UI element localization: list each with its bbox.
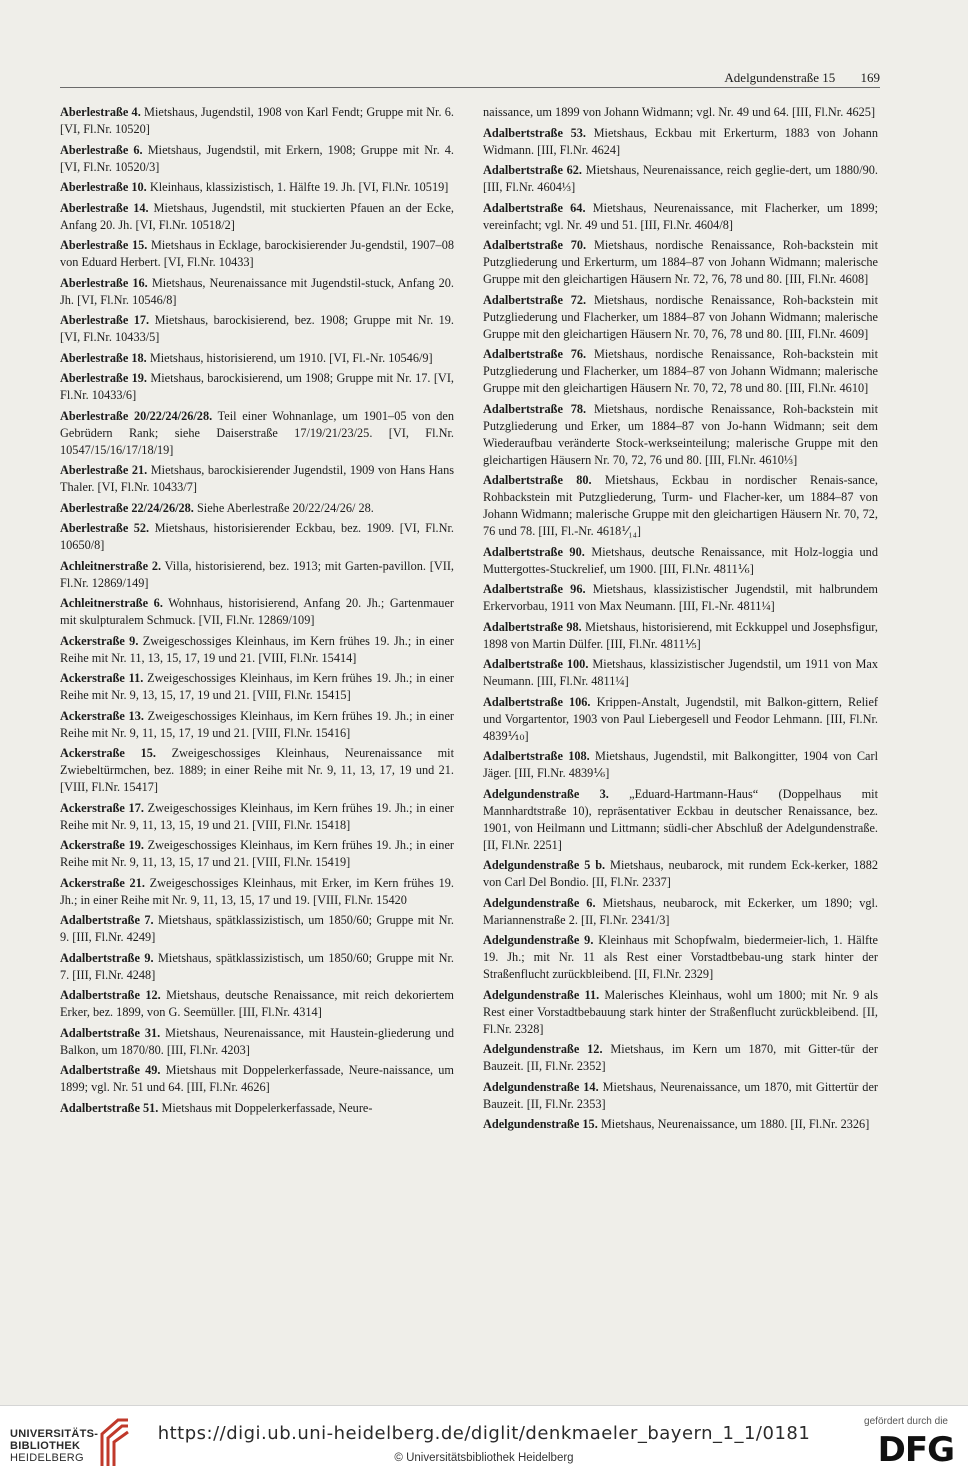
register-entry (60, 370, 454, 404)
viewer-footer (0, 1405, 968, 1476)
entry-street: Adelgundenstraße 3. (483, 786, 609, 801)
entry-street: Aberlestraße 4. (60, 105, 141, 119)
register-entry (483, 987, 878, 1038)
entry-text: Zweigeschossiges Kleinhaus, im Kern frühes 19. Jh.; in einer Reihe mit Nr. 9, 11, 13, 15, 19 und 21. [VIII, Fl.Nr. 15418] (60, 800, 455, 832)
page-number: 169 (860, 70, 880, 85)
register-entry (483, 1041, 878, 1075)
entry-text: Mietshaus, nordische Renaissance, Roh-backstein mit Putzgliederung und Erker, um 1884–87 von Jo-hann Widmann; seit dem Wiederaufbau veränderte Stock-werkseinteilung; malerische Gruppe mit den gleichartigen Häusern Nr. 70, 72, 76 und 80. [III, Fl.Nr. 4610⅓] (483, 401, 878, 467)
library-line-3: HEIDELBERG (10, 1452, 84, 1464)
document-url-link[interactable]: https://digi.ub.uni-heidelberg.de/diglit/denkmaeler_bayern_1_1/0181 (157, 1423, 811, 1444)
entry-text: Mietshaus, Neurenaissance, reich geglie-dert, um 1880/90. [III, Fl.Nr. 4604⅓] (483, 163, 878, 194)
running-header (60, 70, 880, 88)
entry-text: Mietshaus, barockisierend, bez. 1908; Gruppe mit Nr. 19. [VI, Fl.Nr. 10433/5] (60, 313, 454, 344)
entry-text: Kleinhaus, klassizistisch, 1. Hälfte 19. Jh. [VI, Fl.Nr. 10519] (146, 180, 449, 194)
register-entry (60, 1025, 454, 1059)
entry-street: Adalbertstraße 72. (483, 292, 587, 307)
register-entry (483, 544, 878, 578)
entry-street: Adelgundenstraße 5 b. (483, 858, 606, 872)
library-line-1: UNIVERSITÄTS- (10, 1428, 99, 1440)
register-entry (483, 237, 878, 288)
register-entry (483, 656, 878, 690)
register-entry (60, 800, 454, 834)
entry-street: Adelgundenstraße 9. (483, 933, 594, 947)
entry-street: Adalbertstraße 31. (60, 1025, 161, 1040)
register-entry (60, 520, 454, 554)
register-entry (60, 912, 454, 946)
register-entry (483, 1079, 878, 1113)
entry-text: Mietshaus, historisierend, um 1910. [VI, Fl.-Nr. 10546/9] (146, 350, 433, 365)
entry-text: Mietshaus, Jugendstil, 1908 von Karl Fendt; Gruppe mit Nr. 6. [VI, Fl.Nr. 10520] (60, 105, 454, 136)
entry-text: Mietshaus, barockisierend, um 1908; Gruppe mit Nr. 17. [VI, Fl.Nr. 10433/6] (60, 371, 454, 402)
entry-street: Adelgundenstraße 11. (483, 987, 600, 1002)
register-entry (60, 462, 454, 496)
register-entry (60, 179, 454, 196)
entry-text: Mietshaus, Jugendstil, mit Balkongitter, 1904 von Carl Jäger. [III, Fl.Nr. 4839⅙] (483, 749, 878, 780)
entry-street: Adalbertstraße 76. (483, 347, 587, 361)
entry-street: Adelgundenstraße 15. (483, 1117, 598, 1131)
register-entry (483, 104, 878, 121)
entry-street: Adalbertstraße 53. (483, 125, 586, 140)
entry-text: Mietshaus, nordische Renaissance, Roh-backstein mit Putzgliederung und Flacherker, um 1884–87 von Johann Widmann; malerische Gruppe mit den gleichartigen Häusern Nr. 70, 76, 78 und 80. [III, Fl.Nr. 4609] (483, 292, 878, 341)
entry-text: Villa, historisierend, bez. 1913; mit Garten-pavillon. [VII, Fl.Nr. 12869/149] (60, 558, 454, 590)
entry-street: Aberlestraße 20/22/24/26/28. (60, 408, 213, 423)
entry-street: Aberlestraße 22/24/26/28. (60, 500, 194, 515)
register-entry (60, 1100, 454, 1117)
entry-street: Adalbertstraße 96. (483, 582, 586, 596)
entry-street: Adalbertstraße 98. (483, 619, 582, 634)
register-entry (60, 237, 454, 271)
register-entry (483, 748, 878, 782)
entry-text: Zweigeschossiges Kleinhaus, im Kern frühes 19. Jh.; in einer Reihe mit Nr. 9, 13, 15, 17, 19 und 21. [VIII, Fl.Nr. 15415] (60, 671, 454, 702)
entry-text: Zweigeschossiges Kleinhaus, im Kern frühes 19. Jh.; in einer Reihe mit Nr. 9, 11, 15, 17, 19 und 21. [VIII, Fl.Nr. 15416] (60, 708, 455, 740)
entry-text: Mietshaus, neubarock, mit rundem Eck-kerker, 1882 von Carl Del Bondio. [II, Fl.Nr. 2337] (483, 858, 878, 889)
entry-text: Wohnhaus, historisierend, Anfang 20. Jh.; Gartenmauer mit skulpturalem Schmuck. [VII, Fl.Nr. 12869/109] (60, 596, 454, 627)
entry-text: Mietshaus, deutsche Renaissance, mit Holz-loggia und Muttergottes-Stuckrelief, um 1900. [III, Fl.Nr. 4811⅙] (483, 544, 878, 576)
entry-text: Mietshaus, spätklassizistisch, um 1850/60; Gruppe mit Nr. 9. [III, Fl.Nr. 4249] (60, 913, 454, 944)
entry-text: Zweigeschossiges Kleinhaus, im Kern frühes 19. Jh.; in einer Reihe mit Nr. 9, 11, 13, 15, 17 und 21. [VIII, Fl.Nr. 15419] (60, 838, 455, 869)
entry-text: Mietshaus, barockisierender Jugendstil, 1909 von Hans Hans Thaler. [VI, Fl.Nr. 10433/7] (60, 463, 454, 494)
register-entry (60, 708, 454, 742)
entry-text: Mietshaus mit Doppelerkerfassade, Neure-naissance, um 1899; vgl. Nr. 51 und 64. [III, Fl.Nr. 4626] (60, 1063, 454, 1094)
entry-street: Aberlestraße 17. (60, 313, 150, 327)
entry-street: Adelgundenstraße 12. (483, 1042, 603, 1056)
register-entry (483, 200, 878, 234)
entry-street: Ackerstraße 21. (60, 875, 145, 890)
entry-street: Adalbertstraße 9. (60, 950, 154, 965)
entry-text: Zweigeschossiges Kleinhaus, Neurenaissance mit Zwiebeltürmchen, bez. 1889; in einer Reihe mit Nr. 9, 11, 13, 17, 19 und 21. [VIII, Fl.Nr. 15417] (60, 746, 455, 794)
register-entry (483, 932, 878, 983)
entry-street: Adalbertstraße 49. (60, 1063, 161, 1077)
register-entry (483, 292, 878, 343)
entry-street: Achleitnerstraße 6. (60, 596, 163, 610)
register-entry (483, 472, 878, 540)
entry-text: Kleinhaus mit Schopfwalm, biedermeier-lich, 1. Hälfte 19. Jh.; mit Nr. 11 als Rest einer Vorstadtbebau-ung stark hinter der Straßenflucht zurückbleibend. [II, Fl.Nr. 2329] (483, 933, 879, 981)
register-entry (483, 581, 878, 615)
entry-text: naissance, um 1899 von Johann Widmann; vgl. Nr. 49 und 64. [III, Fl.Nr. 4625] (483, 105, 876, 119)
entry-street: Aberlestraße 10. (60, 180, 147, 194)
entry-text: Zweigeschossiges Kleinhaus, im Kern frühes 19. Jh.; in einer Reihe mit Nr. 11, 13, 15, 17, 19 und 21. [VIII, Fl.Nr. 15414] (60, 633, 454, 665)
register-entry (60, 200, 454, 234)
entry-street: Adalbertstraße 100. (483, 657, 589, 671)
register-entry (483, 162, 878, 196)
entry-text: Mietshaus, historisierender Eckbau, bez. 1909. [VI, Fl.Nr. 10650/8] (60, 521, 454, 552)
entry-street: Aberlestraße 19. (60, 371, 147, 385)
entry-street: Adalbertstraße 80. (483, 473, 592, 487)
entry-text: Mietshaus, nordische Renaissance, Roh-backstein mit Putzgliederung und Flacherker, um 1884–87 von Johann Widmann; malerische Gruppe mit den gleichartigen Häusern Nr. 70, 72, 78 und 80. [III, Fl.Nr. 4610] (483, 347, 878, 395)
register-entry (60, 558, 454, 592)
entry-text: Mietshaus, historisierend, mit Eckkuppel und Josephsfigur, 1898 von Martin Dülfer. [III, Fl.Nr. 4811⅕] (483, 619, 878, 651)
entry-text: Siehe Aberlestraße 20/22/24/26/ 28. (193, 500, 374, 515)
entry-text: Mietshaus, spätklassizistisch, um 1850/60; Gruppe mit Nr. 7. [III, Fl.Nr. 4248] (60, 950, 454, 982)
entry-text: Mietshaus, Neurenaissance, mit Haustein-gliederung und Balkon, um 1870/80. [III, Fl.Nr. 4203] (60, 1025, 454, 1057)
entry-street: Adalbertstraße 7. (60, 913, 154, 927)
entry-street: Ackerstraße 9. (60, 633, 139, 648)
register-entry (60, 595, 454, 629)
entry-text: Mietshaus, klassizistischer Jugendstil, mit halbrundem Erkervorbau, 1911 von Max Neumann. [III, Fl.-Nr. 4811¼] (483, 582, 878, 613)
entry-street: Achleitnerstraße 2. (60, 558, 162, 573)
entry-street: Adalbertstraße 62. (483, 163, 582, 177)
register-entry (60, 950, 454, 984)
entry-text: Krippen-Anstalt, Jugendstil, mit Balkon-gittern, Relief und Vorgartentor, 1903 von Paul Liebergesell und Feodor Lehmann. [III, Fl.Nr. 4839⅒] (483, 694, 879, 743)
entry-street: Ackerstraße 17. (60, 800, 144, 815)
register-entry (60, 312, 454, 346)
entry-street: Adalbertstraße 64. (483, 200, 586, 215)
entry-text: Zweigeschossiges Kleinhaus, mit Erker, im Kern frühes 19. Jh.; in einer Reihe mit Nr. 9, 11, 13, 15, 17 und 19. [VIII, Fl.Nr. 15420 (60, 875, 454, 907)
entry-street: Adalbertstraße 90. (483, 544, 585, 559)
right-column (483, 104, 878, 1137)
register-entry (483, 694, 878, 745)
entry-text: Mietshaus, Neurenaissance, mit Flacherker, um 1899; vereinfacht; vgl. Nr. 49 und 51. [III, Fl.Nr. 4604/8] (483, 200, 878, 232)
running-title: Adelgundenstraße 15 (724, 70, 836, 85)
entry-text: Mietshaus, Neurenaissance mit Jugendstil-stuck, Anfang 20. Jh. [VI, Fl.Nr. 10546/8] (60, 275, 454, 307)
register-entry (60, 670, 454, 704)
entry-text: Mietshaus, Jugendstil, mit stuckierten Pfauen an der Ecke, Anfang 20. Jh. [VI, Fl.Nr. 10518/2] (60, 200, 454, 232)
register-entry (483, 857, 878, 891)
register-entry (60, 142, 454, 176)
entry-street: Ackerstraße 19. (60, 838, 144, 852)
entry-text: Mietshaus mit Doppelerkerfassade, Neure- (158, 1100, 373, 1115)
register-entry (483, 401, 878, 469)
entry-text: Mietshaus, neubarock, mit Eckerker, um 1890; vgl. Mariannenstraße 2. [II, Fl.Nr. 2341/3] (483, 895, 879, 927)
entry-street: Adalbertstraße 12. (60, 988, 161, 1002)
entry-street: Adelgundenstraße 6. (483, 895, 596, 910)
register-entry (483, 895, 878, 929)
entry-street: Ackerstraße 13. (60, 708, 144, 723)
register-entry (483, 619, 878, 653)
register-entry (60, 633, 454, 667)
entry-street: Adalbertstraße 51. (60, 1100, 159, 1115)
entry-street: Adalbertstraße 108. (483, 749, 590, 763)
entry-text: Mietshaus in Ecklage, barockisierender Ju-gendstil, 1907–08 von Eduard Herbert. [VI, Fl.Nr. 10433] (60, 238, 454, 269)
entry-street: Aberlestraße 15. (60, 238, 148, 252)
entry-text: Mietshaus, deutsche Renaissance, mit reich dekoriertem Erker, bez. 1899, von G. Seemüller. [III, Fl.Nr. 4314] (60, 988, 454, 1019)
left-column (60, 104, 454, 1120)
register-entry (60, 875, 454, 909)
entry-street: Aberlestraße 6. (60, 142, 143, 157)
entry-street: Adalbertstraße 78. (483, 401, 587, 416)
entry-street: Aberlestraße 18. (60, 350, 147, 365)
register-entry (60, 408, 454, 459)
entry-street: Aberlestraße 52. (60, 521, 150, 535)
register-entry (60, 837, 454, 871)
entry-text: Mietshaus, Jugendstil, mit Erkern, 1908; Gruppe mit Nr. 4. [VI, Fl.Nr. 10520/3] (60, 142, 454, 174)
library-line-2: BIBLIOTHEK (10, 1440, 81, 1452)
entry-street: Aberlestraße 14. (60, 200, 149, 215)
register-entry (60, 745, 454, 796)
copyright-notice: © Universitätsbibliothek Heidelberg (394, 1452, 574, 1464)
entry-text: Mietshaus, Eckbau mit Erkerturm, 1883 von Johann Widmann. [III, Fl.Nr. 4624] (483, 125, 878, 157)
entry-street: Aberlestraße 16. (60, 275, 148, 290)
register-entry (60, 1062, 454, 1096)
register-entry (483, 346, 878, 397)
entry-text: Mietshaus, Eckbau in nordischer Renais-sance, Rohbackstein mit Putzgliederung, Turm- und Flacher-ker, um 1884–87 von Johann Widmann; malerische Gruppe mit den gleichartigen Häusern Nr. 70, 72, 76 und 78. [III, Fl.-Nr. 4618⅟₁₄] (483, 473, 878, 538)
entry-street: Adalbertstraße 106. (483, 694, 591, 709)
funding-note: gefördert durch die (864, 1416, 948, 1427)
register-entry (60, 104, 454, 138)
register-entry (60, 275, 454, 309)
register-entry (483, 1116, 878, 1133)
entry-street: Adelgundenstraße 14. (483, 1079, 599, 1094)
entry-street: Ackerstraße 11. (60, 671, 144, 685)
entry-text: Mietshaus, nordische Renaissance, Roh-backstein mit Putzgliederung und Erkerturm, um 1884–87 von Johann Widmann; malerische Gruppe mit den gleichartigen Häusern Nr. 72, 76, 78 und 80. [III, Fl.Nr. 4608] (483, 238, 878, 286)
entry-street: Adalbertstraße 70. (483, 238, 587, 252)
entry-text: Malerisches Kleinhaus, wohl um 1800; mit Nr. 9 als Rest einer Vorstadtbebauung stark hinter der Straßenflucht zurückbleibend. [II, Fl.Nr. 2328] (483, 987, 879, 1036)
entry-street: Ackerstraße 15. (60, 746, 156, 760)
register-entry (483, 125, 878, 159)
entry-text: Mietshaus, Neurenaissance, um 1870, mit Gittertür der Bauzeit. [II, Fl.Nr. 2353] (483, 1079, 878, 1111)
entry-text: Mietshaus, Neurenaissance, um 1880. [II, Fl.Nr. 2326] (597, 1117, 870, 1131)
entry-text: Mietshaus, klassizistischer Jugendstil, um 1911 von Max Neumann. [III, Fl.Nr. 4811¼] (483, 657, 879, 688)
dfg-logo: DFG (877, 1430, 954, 1470)
register-entry (60, 500, 454, 517)
entry-text: Mietshaus, im Kern um 1870, mit Gitter-tür der Bauzeit. [II, Fl.Nr. 2352] (483, 1042, 878, 1073)
register-entry (483, 786, 878, 854)
entry-text: Teil einer Wohnanlage, um 1901–05 von den Gebrüdern Rank; siehe Daiserstraße 17/19/21/23/25. [VI, Fl.Nr. 10547/15/16/17/18/19] (60, 408, 454, 457)
register-entry (60, 350, 454, 367)
entry-text: „Eduard-Hartmann-Haus“ (Doppelhaus mit Mannhardtstraße 10), repräsentativer Eckbau in deutscher Renaissance, bez. 1901, von Heilmann und Littmann; südli-cher Abschluß der Adelgundenstraße. [II, Fl.Nr. 2251] (483, 786, 879, 852)
entry-street: Aberlestraße 21. (60, 463, 148, 477)
register-entry (60, 987, 454, 1021)
